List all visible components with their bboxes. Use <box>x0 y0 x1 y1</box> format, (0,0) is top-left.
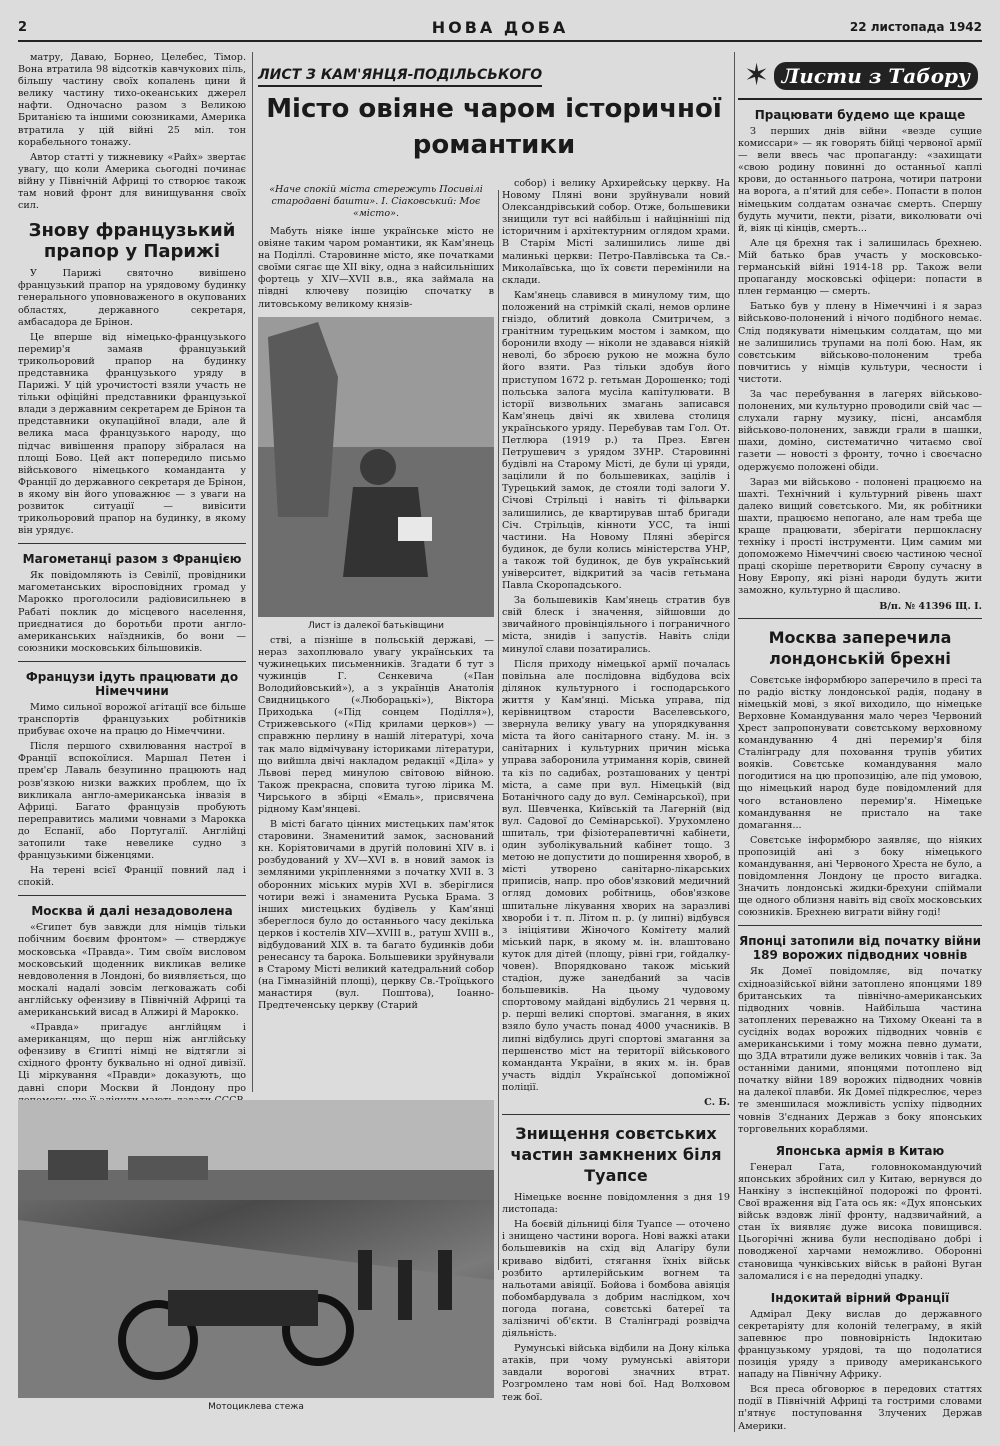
paragraph: Вся преса обговорює в передових статтях події в Північній Африці та гострими словами п'ятнує поступовання Злучених Держав Америки. <box>738 1384 982 1432</box>
feature-kicker: ЛИСТ З КАМ'ЯНЦЯ-ПОДІЛЬСЬКОГО <box>258 67 542 87</box>
column-rule <box>252 52 253 1092</box>
column-rule <box>498 190 499 1270</box>
headline-work-better: Працювати будемо ще краще <box>754 108 966 122</box>
column-3 <box>502 178 730 1438</box>
paragraph: В місті багато цінних мистецьких пам'яток старовини. Знаменитий замок, заснований кн. Коріятовичами в другій половині XIV в. і розбудований у XV—XVI в. в новий замок із земляними укріпленнями з початку XVII в. З оборонних міських мурів XVI в. зберіглися чотири вежі і знаменита Руська Брама. З інших мистецьких будівель у Кам'янці збереглося було до останнього часу декілька церков і костелів XIV—XVIII в., ратуш XVIII в., відбудований XIX в. та багато будинків доби ренесансу та барока. Большевики зруйнували в Старому Місті великий катедральний собор (на Гімназійній площі), церкву Св.-Троїцького манастиря (вул. Поштова), Іоанно-Предтеченську церкву (Старий <box>258 819 494 1012</box>
feature-signature: С. Б. <box>704 1097 730 1109</box>
paragraph: Адмірал Деку вислав до державного секретаріяту для колоній телеграму, в якій запевнює про повновірність Індокитаю французькому урядові, та що подолатися позиція уряду з приводу американського нападу на Північну Африку. <box>738 1308 982 1381</box>
headline-french-workers: Французи ідуть працювати до Німеччини <box>25 669 239 698</box>
paragraph: На боєвій дільниці біля Туапсе — оточено і знищено частини ворога. Нові важкі атаки большевиків на схід від Алагіру були криваво відбиті, стягання їхніх військ розбито артилерійським вогнем та нальотами авіяції. Бойова і бомбова авіяція побомбардувала з добрим наслідком, хоч погода погана, совєтські батереї та залізничі об'єкти. В Сталінграді розвідча діяльність. <box>502 1219 730 1340</box>
paragraph: Після першого схвилювання настрої в Франції вспокоїлися. Маршал Петен і прем'єр Лаваль безупинно працюють над розв'язкою низки важких проблем, що їх викликала англо-американська інвазія в Африці. Багато французів пробують переправитись малими човнами з Марокка до Еспанії, або Португалії. Англійці затопили таке невелике судно з французькими біженцями. <box>18 741 246 862</box>
divider <box>18 661 246 662</box>
paragraph: «Правда» пригадує англійцям і американцям, що перш ніж англійську офензиву в Єгипті німці не відтягли зі східного фронту буквально ні одної дивізії. Ці міркування «Правди» доказують, що давні спори Москви й Лондону про <box>18 1022 246 1094</box>
paragraph: Як повідомляють із Севілії, провідники магометанських віросповідних громад у Марокко проголосили радіовисильнею в Рабаті поклик до місцевого населення, приєднатися до боротьби проти англо-американських наїздників, бо вони — союзники московських більшовиків. <box>18 570 246 654</box>
headline-moscow-denied: Москва заперечила лондонській брехні <box>768 627 952 668</box>
paragraph: стві, а пізніше в польській державі, — нераз захоплювало увагу українських та чужинецьких письменників. Згадати б тут з чужинців Г. Сєнкевича («Пан Володийовський»), а з українців Анатолія Свидницького («Люборацькі»), Віктора Приходька («Під сонцем Поділля»), Стрижевського («Під крилами церков») — справжню перлину в нашій літературі, хоча так мало відмічувану істориками літератури, що вийшла двічі накладом редакції «Діла» у Львові перед минулою світовою війною. Також прекрасна, сповита тугою лірика М. Чирського в збірці «Емаль», присвячена рідному Кам'янцеві. <box>258 634 494 815</box>
divider <box>738 618 982 619</box>
issue-date: 22 листопада 1942 <box>849 20 982 34</box>
paragraph: собор) і велику Архирейську церкву. На Новому Пляні вони зруйнували новий Олександрівський собор. Отже, большевики знищили тут всі найбільш і найцінніші під історичним і архітектурним оглядом храми. В Старім Місті залишились лише дві малинькі церкви: Петро-Павлівська та Св.-Миколаївська, що їх совєти перемінили на склади. <box>502 178 730 286</box>
paragraph: Румунські війська відбили на Дону кілька атаків, при чому румунські авіятори завдали ворогові значних втрат. Розгромлено там нові бої. Над Волховом теж бої. <box>502 1343 730 1403</box>
paragraph: Генерал Гата, головнокомандуючий японських збройних сил у Китаю, вернувся до Нанкіну з інспекційної подорожі по фронті. Свої враження від Гата ось як: «Дух японських військ вздовж лінії фронту, надзвичайний, а стан їх виявляє дуже висока повищився. Цьогорічні жнива були несподівано добрі і поводженої харчами неможливо. Оборонні становища чунківських військ в районі Вуган заломалися і є на передодні упадку. <box>738 1161 982 1282</box>
paragraph: Німецьке воєнне повідомлення з дня 19 листопада: <box>502 1192 730 1216</box>
column-4 <box>738 52 982 1432</box>
motorcycle-photo-caption: Мотоциклева стежа <box>208 1402 304 1412</box>
headline-flag-paris: Знову французький прапор у Парижі <box>28 220 236 263</box>
paragraph: Як Домеї повідомляє, від початку східноазійської війни затоплено японцями 189 британських та північно-американських підводних човнів. Найбільша частина затоплених переважно на Тихому Океані та в сусідніх водах ворожих підводних човнів є американськими і тому можна певно думати, що ЗДА втратили дуже великих човнів і так. За останніми даними, японцями потоплено від початку війни 189 ворожих підводних човнів на далекої плавби. Як Домеї підкреслює, через те зменшилася можливість успіху підводних човнів З'єднаних Держав з боку японських торговельних кораблями. <box>738 966 982 1135</box>
headline-tuapse: Знищення совєтських частин замкнених біля Туапсе <box>510 1124 722 1186</box>
motorcycle-patrol-photo <box>18 1100 494 1398</box>
paragraph: Автор статті у тижневику «Райх» звертає увагу, що коли Америка сьогодні починає війну у Північній Африці то створює також там новий фронт для винищування своїх сил. <box>18 151 246 212</box>
paragraph: Зараз ми військово - полонені працюємо на шахті. Технічний і культурний рівень шахт далеко вищий совєтського. Ми, як робітники шахти, працюємо непогано, але нам треба ще краще працювати, зберігати першокласну техніку і прості інструменти. Цим самим ми допоможемо Німеччині своєю частиною чесної праці скоріше перетворити Європу сучасну в Нову Европу, які різні народи будуть жити заможно, культурно й щасливо. <box>738 476 982 597</box>
masthead: НОВА ДОБА <box>431 18 569 37</box>
paragraph: З перших днів війни «везде сущие комиссари» — як говорять бійці червоної армії — вели ввесь час пропаганду: «захищати «свою родину повинні до останньої каплі крови, до останнього патрона, чотири патрони на ворога, а п'ятий для себе». Попасти в полон німецьким солдатам означає смерть. Спершу будуть мучити, пекти, різати, виколювати очі й, віяк ці кінців, смерть... <box>738 126 982 234</box>
headline-indochina: Індокитай вірний Франції <box>770 1290 950 1305</box>
divider <box>502 1114 730 1115</box>
paragraph: «Єгипет був завжди для німців тільки побічним боєвим фронтом» — стверджує московська «Правда». Тим своїм висловом московський щоденник викликав велике невдоволення в Лондоні, бо виявляється, що москалі надалі зовсім легковажать собі англійську офензиву в Північній Африці та американський висад в Алжирі й Марокко. <box>18 922 246 1018</box>
divider <box>18 543 246 544</box>
feature-title: Місто овіяне чаром історичної романтики <box>266 94 722 160</box>
paragraph: Мимо сильної ворожої агітації все більше транспортів французьких робітників прибуває охоче на працю до Німеччини. <box>18 701 246 738</box>
column-1 <box>18 52 246 1094</box>
page-number: 2 <box>18 20 28 35</box>
paragraph: На терені всієї Франції повний лад і спокій. <box>18 865 246 889</box>
letters-from-camp-banner <box>738 52 982 100</box>
paragraph: матру, Даваю, Борнео, Целебес, Тімор. Вона втратила 98 відсотків кавчукових піль, більшу частину своїх копалень цини й велику частину тихо-океанських джерел нафти. Одночасно разом з Великою Британією та іншими союзниками, Америка втратила у цій війні 25 міл. тон корабельного тонажу. <box>18 52 246 148</box>
paragraph: У Парижі святочно вивішено французький прапор на урядовому будинку генерального уповноваженого в окупованих областях, державного секретаря, амбасадора де Брінон. <box>18 268 246 328</box>
letter-photo-caption: Лист із далекої батьківщини <box>307 620 445 631</box>
headline-japan-submarines: Японці затопили від початку війни 189 ворожих підводних човнів <box>739 934 981 963</box>
photo-illustration <box>258 317 494 617</box>
paragraph: Після приходу німецької армії почалась повільна але послідовна відбудова всіх ділянок культурного і господарського життя у Кам'янці. Міська управа, під керівництвом старости Васелевського, звернула велику увагу на упорядкування міста та його санітарного стану. М. ін. з санітарних і культурних причин міська управа заборонила утримання корів, свиней та кіз по садибах, розташованих у центрі міста, а саме при вул. Німецькій (від Ботанічного саду до вул. Семінарської), при вул. Шевченка, Київській та Лагерній (від вул. Садової до Семінарської). Урухомлено шпиталь, три фізіотерапевтичні кабінети, один зуболікувальний кабінет тощо. З метою не допустити до поширення хвороб, в місті утворено санітарно-лікарських приписів, напр. про обов'язковий медичний огляд домових робітниць, обов'язкове шпитальне лікування хворих на заразливі хвороби і т. п. Літом п. р. (у липні) відбувся з ініціятиви Жіночого Комітету малий міський парк, в якому м. ін. влаштовано куток для дітей (площу, рівні гри, гойдалку-човен). Впорядковано також міський стадіон, дуже занедбаний за часів большевиків. На цьому чудовому спортовому майдані відбулись 21 червня ц. р. перші великі спортові. змагання, в яких взяло було участь понад 4000 учасників. В липні відбулись другі спортові змагання за першенство міст на території військового команданта України, в яких м. ін. брав участь відділ Української допоміжної поліції. <box>502 658 731 1093</box>
headline-japan-china: Японська армія в Китаю <box>775 1143 945 1158</box>
feature-epigraph: «Наче спокій міста стережуть Посивілі стародавні башти». І. Сіаковський: Моє «місто». <box>269 184 483 219</box>
photo-illustration <box>18 1100 494 1398</box>
star-icon: ✶ <box>744 58 770 93</box>
letter-from-home-photo <box>258 317 494 617</box>
headline-muslims: Магометанці разом з Францією <box>22 552 242 567</box>
paragraph: Батько був у плену в Німеччині і я зараз військово-полонений і нічого подібного немає. Слід подякувати німецьким солдатам, що ми не залишились трупами на полі бою. Нам, як совєтським військово-полоненим треба повчитись у німців культури, чесности і чистоти. <box>738 301 982 385</box>
feature-header <box>258 64 730 169</box>
banner-text: Листи з Табору <box>774 62 978 90</box>
motorcycle-photo-block <box>18 1100 494 1416</box>
page-header <box>18 18 982 42</box>
paragraph: Кам'янець славився в минулому тим, що положений на стрімкій скалі, немов орлине гніздо, облитий довкола Смитричем, з гранітним турецьким мостом і замком, що боронили входу — ніколи не здавався ніякій неволі, бо зброєю рукою не можна було його взяти. Раз тільки здобув його приступом 1672 р. гетьман Дорошенко; тоді польська залога мусіла капітулювати. В історії визвольних змагань записався Кам'янець двічі як хвилева столиця українського уряду. Перебував там Гол. От. Петлюра (1919 р.) та През. Евген Петрушевич з урядом ЗУНР. Старовинні будівлі на Старому Місті, де були ці уряди, зацілили й по большевиках, зацілів і Турецький замок, де стояли тоді залоги У. Січові Стрільці і навіть ті фільварки залишились, де квартирував штаб бригади Січ. Стрільців, кінноти УСС, та інші частини. На Новому Пляні зберігся будинок, де були колись міністерства УНР, а також той будинок, де був український університет, відкритий за часів гетьмана Павла Скоропадського. <box>502 289 730 592</box>
divider <box>18 895 246 896</box>
column-rule <box>734 52 735 1432</box>
letter-signature: В/п. № 41396 Щ. І. <box>879 600 982 612</box>
paragraph: Це вперше від німецько-французького перемир'я замаяв французький трикольоровий прапор на будинку представника французького уряду в Парижі. У цій урочистості взяли участь не тільки офіційні представники французької влади з державним секретарем де Брінон та представники окупаційної влади, але й велика маса французького народу, що підчас вивішення прапору зібралася на площі Бово. Цей акт попередило письмо військового німецького команданта у Франції до державного секретаря де Брінон, в якому він його уповажнює — з уваги на розвиток ситуації — вивісити трикольоровий прапор на будинку, в якому він урядує. <box>18 331 246 537</box>
paragraph: Але ця брехня так і залишилась брехнею. Мій батько брав участь у московсько-германській війні 1914-18 рр. Також вели пропаганду московські офіцери: попасти в плен германцю — смерть. <box>738 237 982 298</box>
headline-moscow-displeased: Москва й далі незадоволена <box>31 904 233 919</box>
column-2 <box>258 178 494 1098</box>
paragraph: Совєтське інформбюро заперечило в пресі та по радіо вістку лондонської радія, подану в німецькій мові, з якої виходило, що німецьке Верховне Командування мало через Червоний Хрест запропонувати совєтському верховному командуванню 4 дні перемир'я біля Сталінграду для поховання трупів убитих вояків. Совєтське командування мало погодитися на цю пропозицію, але під умовою, що німецький народ буде повідомлений для чого встановлено перемир'я. Німецьке командування не пристало на таке домагання... <box>738 674 982 831</box>
paragraph: Совєтське інформбюро заявляє, що ніяких пропозицій ані з боку німецького командування, ані Червоного Хреста не було, а повідомлення Лондону це просто вигадка. Значить лондонські жидки-брехуни спіймали ще одного облизня навіть від своїх московських союзників. Брехнею виграти війну годі! <box>738 834 982 919</box>
divider <box>738 925 982 926</box>
paragraph: За час перебування в лагерях військово-полонених, ми культурно проводили свій час — слухали гарну музику, пісні, ансамбля військово-полонених, завжди грали в шашки, шахи, доміно, систематично читаємо свої газети — новості з фронту, точно і своєчасно одержуємо положені обіди. <box>738 388 982 473</box>
paragraph: За большевиків Кам'янець стратив був свій блеск і значення, зійшовши до звичайного провінціяльного і пограничного міста, знидів і запустів. Навіть сліди минулої слави позатирались. <box>502 595 730 655</box>
paragraph: Мабуть ніяке інше українське місто не овіяне таким чаром романтики, як Кам'янець на Поділлі. Старовинне місто, яке початками своїми сягає ще XII віку, одна з найсильніших фортець у XIV—XVII в.в., яка займала на півдні ключеву позицію спочатку в литовському великому князів- <box>258 226 494 310</box>
